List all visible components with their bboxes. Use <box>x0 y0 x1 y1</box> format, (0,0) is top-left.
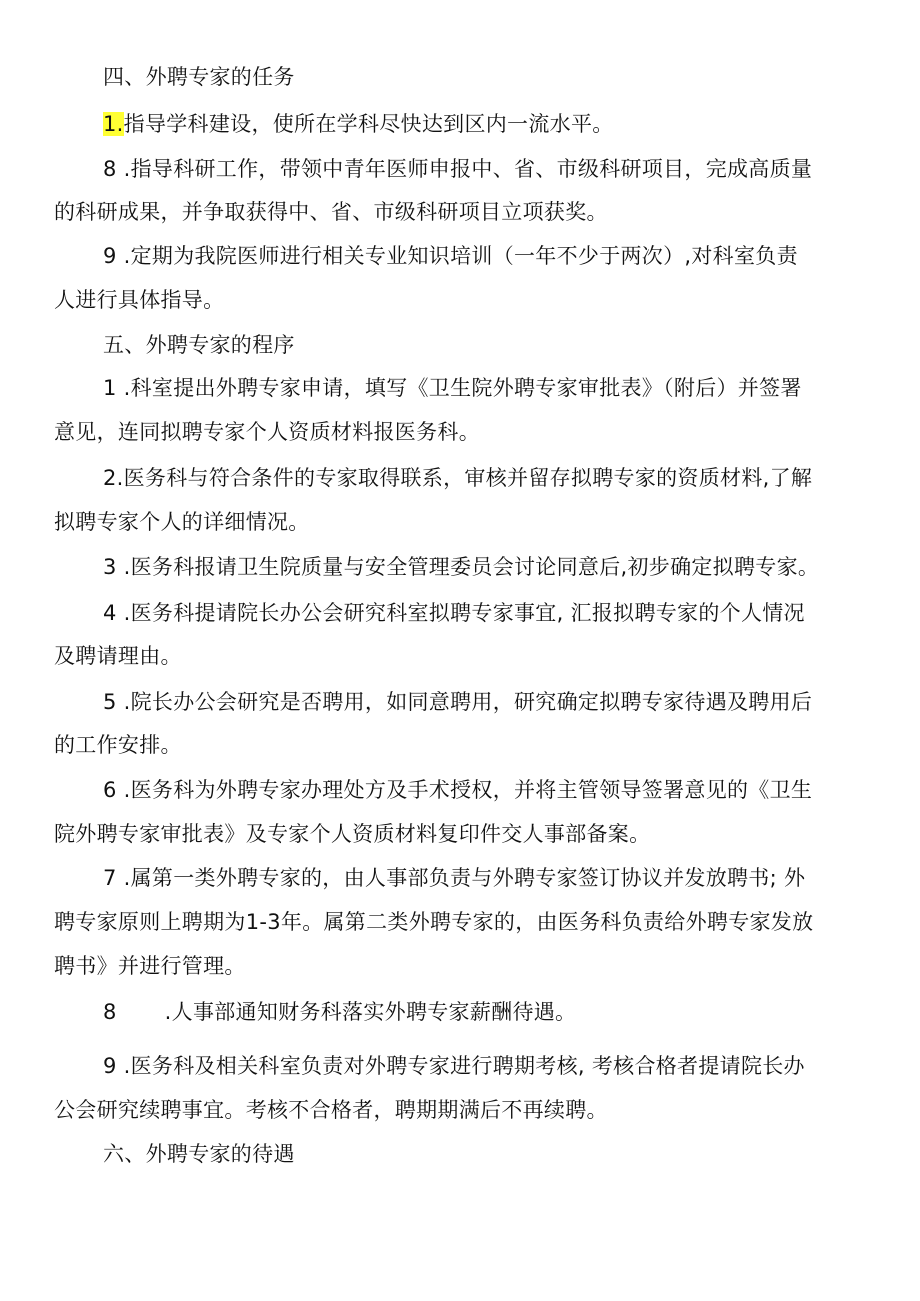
procedure-item-8-number: 8 <box>103 1000 117 1024</box>
procedure-item-5-line1: 5 .院长办公会研究是否聘用，如同意聘用，研究确定拟聘专家待遇及聘用后 <box>103 690 813 714</box>
procedure-item-6-line2: 院外聘专家审批表》及专家个人资质材料复印件交人事部备案。 <box>54 822 651 846</box>
procedure-item-8-text: .人事部通知财务科落实外聘专家薪酬待遇。 <box>164 1000 577 1024</box>
procedure-item-1-line1: 1 .科室提出外聘专家申请，填写《卫生院外聘专家审批表》（附后）并签署 <box>103 376 802 400</box>
procedure-item-7-line3: 聘书》并进行管理。 <box>54 954 246 978</box>
task-item-9-line2: 人进行具体指导。 <box>54 288 225 312</box>
task-item-1-text: 指导学科建设，使所在学科尽快达到区内一流水平。 <box>123 112 614 136</box>
procedure-item-2-line2: 拟聘专家个人的详细情况。 <box>54 510 310 534</box>
task-item-9-line1: 9 .定期为我院医师进行相关专业知识培训（一年不少于两次）,对科室负责 <box>103 244 798 268</box>
procedure-item-1-line2: 意见，连同拟聘专家个人资质材料报医务科。 <box>54 420 480 444</box>
procedure-item-3-line1: 3 .医务科报请卫生院质量与安全管理委员会讨论同意后,初步确定拟聘专家。 <box>103 555 820 579</box>
task-item-8-line2: 的科研成果，并争取获得中、省、市级科研项目立项获奖。 <box>54 200 608 224</box>
procedure-item-9-line1: 9 .医务科及相关科室负责对外聘专家进行聘期考核, 考核合格者提请院长办 <box>103 1054 805 1078</box>
procedure-item-6-line1: 6 .医务科为外聘专家办理处方及手术授权，并将主管领导签署意见的《卫生 <box>103 778 813 802</box>
procedure-item-5-line2: 的工作安排。 <box>54 733 182 757</box>
procedure-item-9-line2: 公会研究续聘事宜。考核不合格者，聘期期满后不再续聘。 <box>54 1098 608 1122</box>
procedure-item-7-line2: 聘专家原则上聘期为1-3年。属第二类外聘专家的，由医务科负责给外聘专家发放 <box>54 910 814 934</box>
procedure-item-4-line2: 及聘请理由。 <box>54 644 182 668</box>
procedure-item-2-line1: 2.医务科与符合条件的专家取得联系，审核并留存拟聘专家的资质材料,了解 <box>103 466 813 490</box>
section-heading-tasks: 四、外聘专家的任务 <box>103 65 295 89</box>
section-heading-procedure: 五、外聘专家的程序 <box>103 333 295 357</box>
procedure-item-8 <box>103 997 576 1027</box>
section-heading-compensation: 六、外聘专家的待遇 <box>103 1142 295 1166</box>
highlighted-number: 1. <box>103 112 124 136</box>
task-item-8-line1: 8 .指导科研工作，带领中青年医师申报中、省、市级科研项目，完成高质量 <box>103 157 813 181</box>
task-item-1 <box>103 109 614 139</box>
procedure-item-4-line1: 4 .医务科提请院长办公会研究科室拟聘专家事宜, 汇报拟聘专家的个人情况 <box>103 601 805 625</box>
procedure-item-7-line1: 7 .属第一类外聘专家的，由人事部负责与外聘专家签订协议并发放聘书; 外 <box>103 866 806 890</box>
